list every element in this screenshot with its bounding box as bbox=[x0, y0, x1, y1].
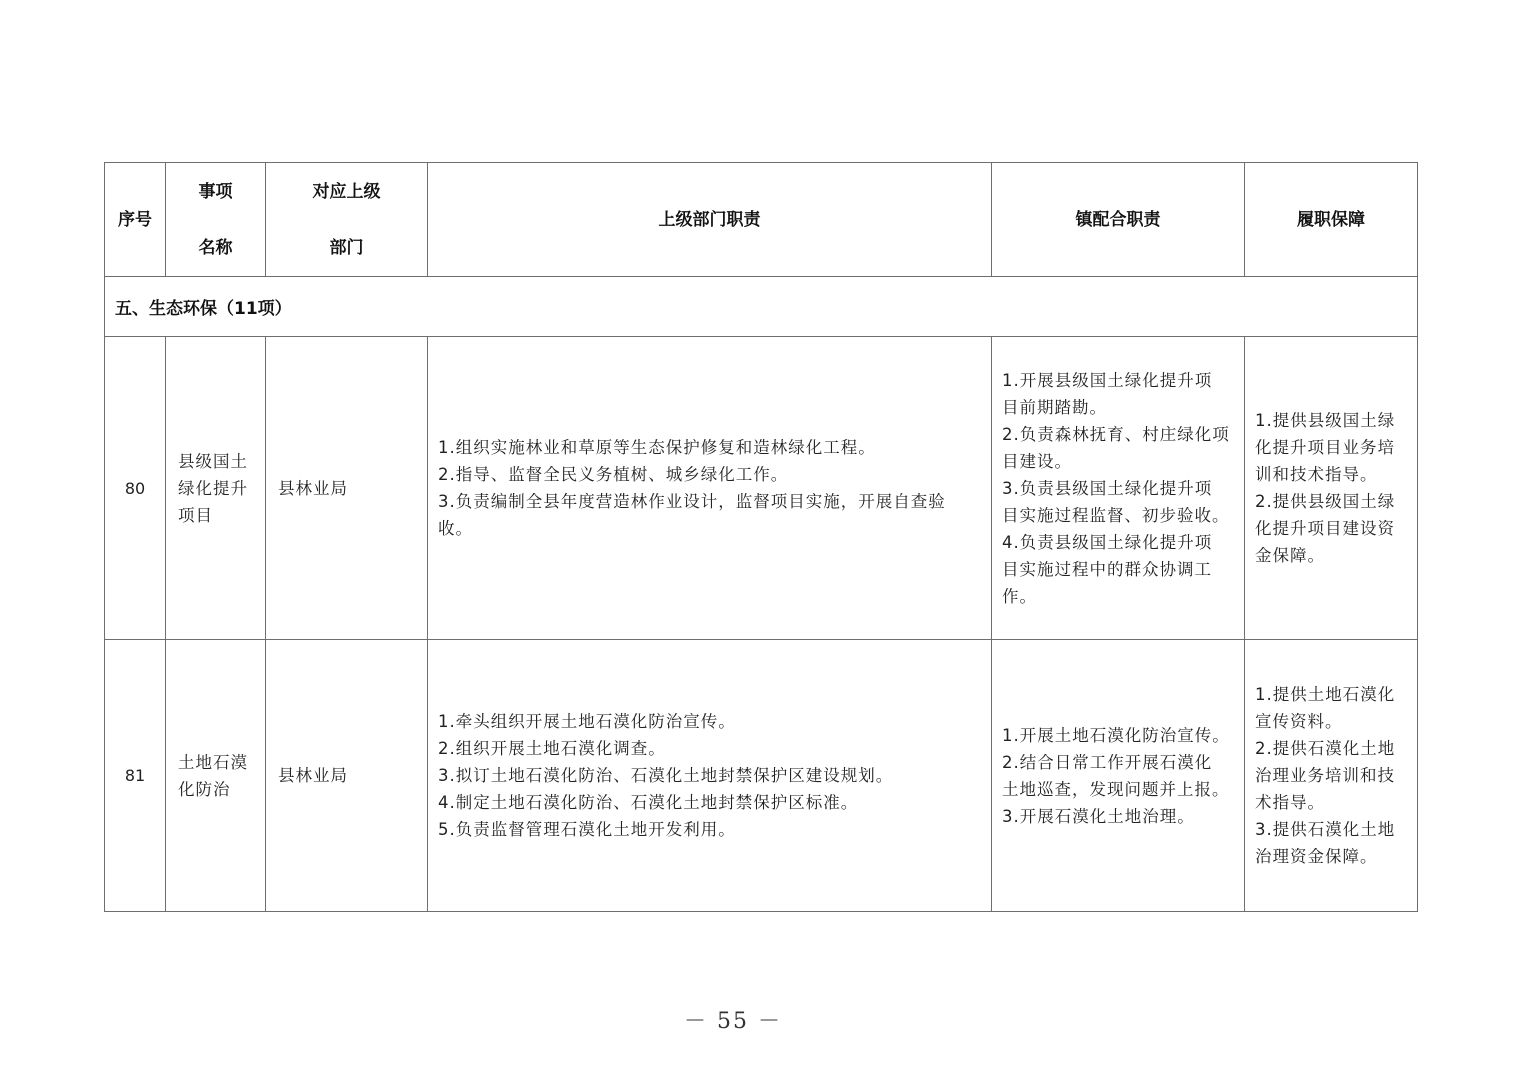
guarantee-line: 治理资金保障。 bbox=[1255, 847, 1378, 866]
town-duty-line: 作。 bbox=[1002, 586, 1037, 606]
guarantee-line: 3.提供石漠化土地 bbox=[1255, 820, 1396, 839]
upper-duty-cell bbox=[428, 337, 992, 640]
guarantee-line: 训和技术指导。 bbox=[1255, 465, 1378, 484]
upper-duty-line: 2.组织开展土地石漠化调查。 bbox=[438, 739, 666, 758]
item-name-line: 土地石漠 bbox=[178, 752, 248, 772]
guarantee-line: 1.提供县级国土绿 bbox=[1255, 411, 1396, 430]
header-guarantee: 履职保障 bbox=[1245, 163, 1418, 277]
guarantee-line: 治理业务培训和技 bbox=[1255, 766, 1395, 785]
guarantee-line: 2.提供石漠化土地 bbox=[1255, 739, 1396, 758]
section-row bbox=[105, 277, 1418, 337]
guarantee-cell bbox=[1245, 337, 1418, 640]
guarantee-line: 化提升项目业务培 bbox=[1255, 438, 1395, 457]
guarantee-line: 2.提供县级国土绿 bbox=[1255, 492, 1396, 511]
upper-duty-line: 3.拟订土地石漠化防治、石漠化土地封禁保护区建设规划。 bbox=[438, 766, 894, 785]
dept-cell: 县林业局 bbox=[266, 337, 428, 640]
seq-cell: 80 bbox=[105, 337, 166, 640]
item-name-line: 县级国土 bbox=[178, 451, 248, 471]
dept-cell: 县林业局 bbox=[266, 640, 428, 912]
table-row bbox=[105, 640, 1418, 912]
upper-duty-cell bbox=[428, 640, 992, 912]
page-number: － 55 － bbox=[684, 1009, 782, 1034]
upper-duty-line: 1.组织实施林业和草原等生态保护修复和造林绿化工程。 bbox=[438, 438, 876, 457]
guarantee-line: 化提升项目建设资 bbox=[1255, 519, 1395, 538]
guarantee-cell bbox=[1245, 640, 1418, 912]
town-duty-line: 1.开展县级国土绿化提升项 bbox=[1002, 370, 1213, 390]
town-duty-line: 目建设。 bbox=[1002, 451, 1072, 471]
header-upper-dept-line: 对应上级 bbox=[312, 181, 381, 202]
upper-duty-line: 1.牵头组织开展土地石漠化防治宣传。 bbox=[438, 712, 736, 731]
guarantee-line: 宣传资料。 bbox=[1255, 712, 1343, 731]
seq-cell: 81 bbox=[105, 640, 166, 912]
table-row bbox=[105, 337, 1418, 640]
town-duty-line: 目实施过程中的群众协调工 bbox=[1002, 559, 1212, 579]
header-town-duty: 镇配合职责 bbox=[992, 163, 1245, 277]
town-duty-cell bbox=[992, 337, 1245, 640]
upper-duty-line: 收。 bbox=[438, 519, 473, 538]
town-duty-line: 2.结合日常工作开展石漠化 bbox=[1002, 752, 1213, 772]
town-duty-line: 2.负责森林抚育、村庄绿化项 bbox=[1002, 424, 1230, 444]
header-seq: 序号 bbox=[105, 163, 166, 277]
item-name-cell bbox=[166, 337, 266, 640]
town-duty-line: 目前期踏勘。 bbox=[1002, 397, 1107, 417]
duty-table bbox=[104, 162, 1418, 912]
guarantee-line: 术指导。 bbox=[1255, 793, 1325, 812]
upper-duty-line: 3.负责编制全县年度营造林作业设计，监督项目实施，开展自查验 bbox=[438, 492, 946, 511]
item-name-line: 绿化提升 bbox=[178, 478, 248, 498]
header-upper-dept-line: 部门 bbox=[329, 237, 364, 258]
header-row bbox=[105, 163, 1418, 277]
guarantee-line: 1.提供土地石漠化 bbox=[1255, 685, 1396, 704]
town-duty-line: 4.负责县级国土绿化提升项 bbox=[1002, 532, 1213, 552]
item-name-line: 项目 bbox=[178, 505, 213, 525]
item-name-line: 化防治 bbox=[178, 779, 231, 799]
town-duty-line: 目实施过程监督、初步验收。 bbox=[1002, 505, 1230, 525]
upper-duty-line: 2.指导、监督全民义务植树、城乡绿化工作。 bbox=[438, 465, 789, 484]
town-duty-line: 1.开展土地石漠化防治宣传。 bbox=[1002, 725, 1230, 745]
upper-duty-line: 4.制定土地石漠化防治、石漠化土地封禁保护区标准。 bbox=[438, 793, 859, 812]
town-duty-line: 3.开展石漠化土地治理。 bbox=[1002, 806, 1195, 826]
header-item-name bbox=[166, 163, 266, 277]
guarantee-line: 金保障。 bbox=[1255, 546, 1325, 565]
header-upper-duty: 上级部门职责 bbox=[428, 163, 992, 277]
upper-duty-line: 5.负责监督管理石漠化土地开发利用。 bbox=[438, 820, 736, 839]
town-duty-cell bbox=[992, 640, 1245, 912]
section-title: 五、生态环保（11项） bbox=[105, 277, 1418, 337]
item-name-cell bbox=[166, 640, 266, 912]
town-duty-line: 3.负责县级国土绿化提升项 bbox=[1002, 478, 1213, 498]
town-duty-line: 土地巡查，发现问题并上报。 bbox=[1002, 779, 1230, 799]
header-item-name-line: 名称 bbox=[198, 237, 233, 258]
header-upper-dept bbox=[266, 163, 428, 277]
header-item-name-line: 事项 bbox=[198, 181, 233, 202]
